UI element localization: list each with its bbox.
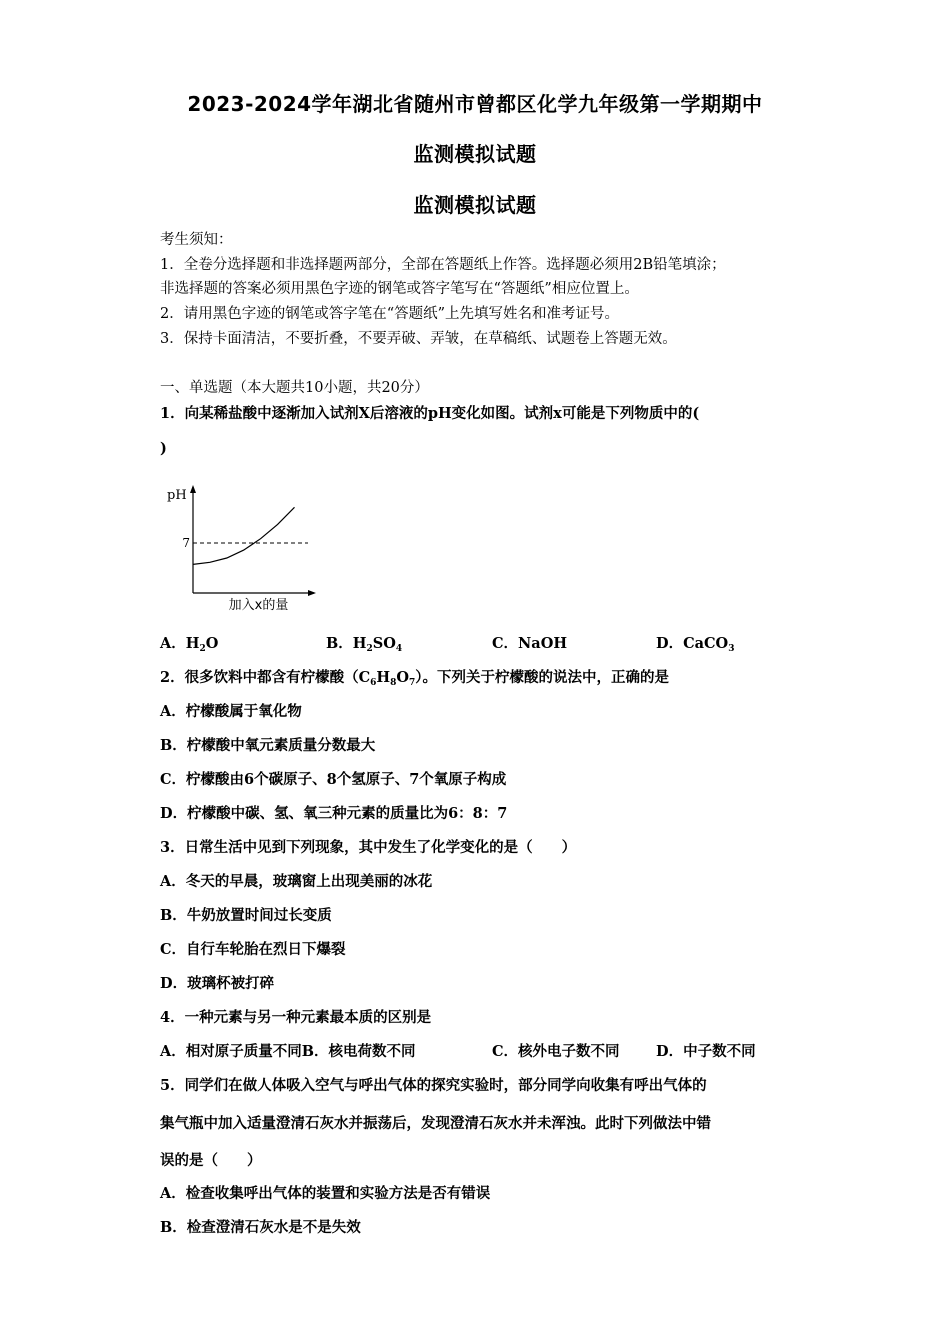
q3-stem: 3．日常生活中见到下列现象，其中发生了化学变化的是（ ） (160, 839, 577, 856)
q2-option-b: B．柠檬酸中氧元素质量分数最大 (160, 737, 376, 754)
q5-stem-3: 误的是（ ） (160, 1152, 262, 1169)
q2-option-d: D．柠檬酸中碳、氢、氧三种元素的质量比为6：8：7 (160, 805, 508, 822)
notice-heading: 考生须知： (160, 232, 233, 248)
q2-option-a: A．柠檬酸属于氧化物 (160, 703, 302, 720)
q4-stem: 4．一种元素与另一种元素最本质的区别是 (160, 1009, 432, 1026)
page-subtitle: 监测模拟试题 (413, 142, 537, 166)
q1-option-a: A．$H_2O$ (160, 635, 219, 654)
q3-option-a: A．冬天的早晨，玻璃窗上出现美丽的冰花 (160, 873, 433, 890)
q3-option-d: D．玻璃杯被打碎 (160, 975, 275, 992)
x-axis-label: 加入x的量 (228, 598, 289, 613)
notice-item-1b: 非选择题的答案必须用黑色字迹的钢笔或答字笔写在“答题纸”相应位置上。 (160, 281, 639, 297)
y-tick-label-7: 7 (182, 536, 190, 550)
q5-option-a: A．检查收集呼出气体的装置和实验方法是否有错误 (160, 1185, 491, 1202)
q3-option-c: C．自行车轮胎在烈日下爆裂 (160, 941, 346, 958)
q3-option-b: B．牛奶放置时间过长变质 (160, 907, 332, 924)
q4-option-d: D．中子数不同 (656, 1043, 756, 1060)
page-subtitle-repeat: 监测模拟试题 (413, 193, 537, 217)
chart-axes (190, 485, 316, 596)
q5-stem-2: 集气瓶中加入适量澄清石灰水并振荡后，发现澄清石灰水并未浑浊。此时下列做法中错 (160, 1115, 711, 1132)
notice-item-1a: 1．全卷分选择题和非选择题两部分，全部在答题纸上作答。选择题必须用2B铅笔填涂； (160, 257, 726, 273)
section-heading: 一、单选题（本大题共10小题，共20分） (160, 380, 429, 396)
ph-change-chart (160, 478, 320, 618)
q1-option-c: C．NaOH (492, 635, 568, 652)
q2-option-c: C．柠檬酸由6个碳原子、8个氢原子、7个氧原子构成 (160, 771, 507, 788)
y-axis-arrow (190, 485, 196, 493)
q4-option-ab: A．相对原子质量不同B．核电荷数不同 (160, 1043, 416, 1060)
q4-option-c: C．核外电子数不同 (492, 1043, 620, 1060)
q1-option-d: D．CaCO$_3$ (656, 635, 735, 654)
notice-item-2: 2．请用黑色字迹的钢笔或答字笔在“答题纸”上先填写姓名和准考证号。 (160, 306, 620, 322)
q5-stem-1: 5．同学们在做人体吸入空气与呼出气体的探究实验时，部分同学向收集有呼出气体的 (160, 1077, 707, 1094)
x-axis-arrow (308, 590, 316, 596)
q5-option-b: B．检查澄清石灰水是不是失效 (160, 1219, 361, 1236)
y-axis-label: pH (167, 488, 187, 503)
q1-stem-end: ) (160, 440, 167, 457)
q2-stem: 2．很多饮料中都含有柠檬酸$(C_6H_8O_7)$。下列关于柠檬酸的说法中，正确的是 (160, 669, 670, 688)
notice-item-3: 3．保持卡面清洁，不要折叠，不要弄破、弄皱，在草稿纸、试题卷上答题无效。 (160, 331, 677, 347)
q1-stem: 1．向某稀盐酸中逐渐加入试剂X后溶液的pH变化如图。试剂x可能是下列物质中的( (160, 405, 700, 422)
page-title: 2023-2024学年湖北省随州市曾都区化学九年级第一学期期中 (187, 92, 763, 116)
q1-option-b: B．$H_2SO_4$ (326, 635, 403, 654)
ph-series-line (193, 507, 295, 564)
